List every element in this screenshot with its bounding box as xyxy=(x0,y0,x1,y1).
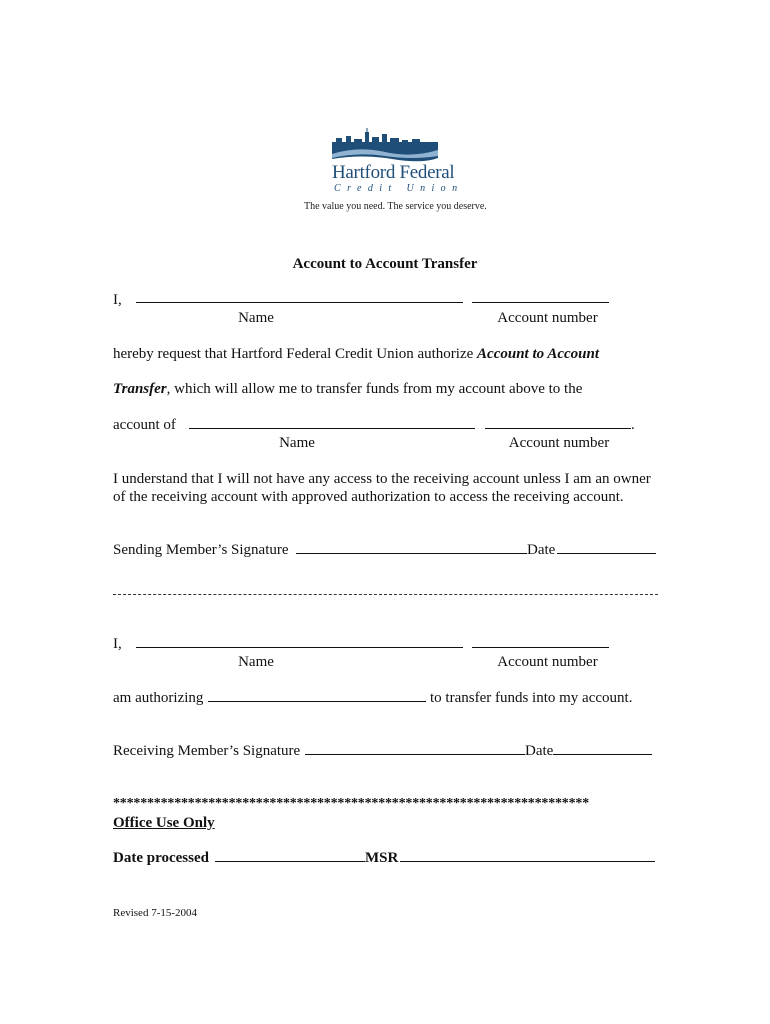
cut-divider xyxy=(113,594,658,595)
authorized-account-field[interactable] xyxy=(208,701,426,702)
request-paragraph-line2 xyxy=(113,380,582,398)
period: . xyxy=(631,417,635,433)
page-title: Account to Account Transfer xyxy=(292,256,478,272)
office-use-heading: Office Use Only xyxy=(113,815,215,831)
recipient-account-field[interactable] xyxy=(485,428,631,429)
sending-date-label: Date xyxy=(527,542,556,558)
i-label-1: I, xyxy=(113,292,122,308)
recipient-name-field[interactable] xyxy=(189,428,475,429)
request-text: hereby request that Hartford Federal Credit Union authorize xyxy=(113,346,478,362)
account-number-field-1[interactable] xyxy=(472,302,609,303)
revision-date: Revised 7-15-2004 xyxy=(113,907,198,919)
stars-divider: ********************************************************************** xyxy=(113,796,590,811)
receiving-signature-label: Receiving Member’s Signature xyxy=(113,743,301,759)
account-caption-2: Account number xyxy=(508,435,610,451)
to-transfer-text: to transfer funds into my account. xyxy=(430,690,633,706)
name-caption-1: Name xyxy=(238,310,274,326)
receiving-date-field[interactable] xyxy=(553,754,652,755)
transfer-text: , which will allow me to transfer funds from my account above to the xyxy=(166,381,583,397)
understand-line1: I understand that I will not have any access to the receiving account unless I am an owner xyxy=(113,471,651,487)
transfer-emphasis: Transfer xyxy=(113,381,167,397)
account-of-label: account of xyxy=(113,417,176,433)
receiving-signature-field[interactable] xyxy=(305,754,525,755)
logo-tagline: The value you need. The service you deserve. xyxy=(304,201,487,212)
sending-signature-field[interactable] xyxy=(296,553,527,554)
account-caption-3: Account number xyxy=(497,654,598,670)
receiving-date-label: Date xyxy=(525,743,554,759)
am-authorizing-label: am authorizing xyxy=(113,690,204,706)
account-number-field-2[interactable] xyxy=(472,647,609,648)
name-field-1[interactable] xyxy=(136,302,463,303)
logo xyxy=(300,128,487,214)
name-caption-3: Name xyxy=(238,654,274,670)
logo-name: Hartford Federal xyxy=(332,162,455,183)
name-field-2[interactable] xyxy=(136,647,463,648)
request-paragraph-line1 xyxy=(113,345,599,363)
msr-label: MSR xyxy=(365,850,399,866)
account-caption-1: Account number xyxy=(497,310,598,326)
date-processed-field[interactable] xyxy=(215,861,365,862)
sending-signature-label: Sending Member’s Signature xyxy=(113,542,289,558)
understand-line2: of the receiving account with approved authorization to access the receiving account. xyxy=(113,489,624,505)
i-label-2: I, xyxy=(113,636,122,652)
request-emphasis: Account to Account xyxy=(477,346,600,362)
date-processed-label: Date processed xyxy=(113,850,209,866)
msr-field[interactable] xyxy=(400,861,655,862)
sending-date-field[interactable] xyxy=(557,553,656,554)
logo-subtitle: Credit Union xyxy=(334,183,464,194)
name-caption-2: Name xyxy=(279,435,315,451)
